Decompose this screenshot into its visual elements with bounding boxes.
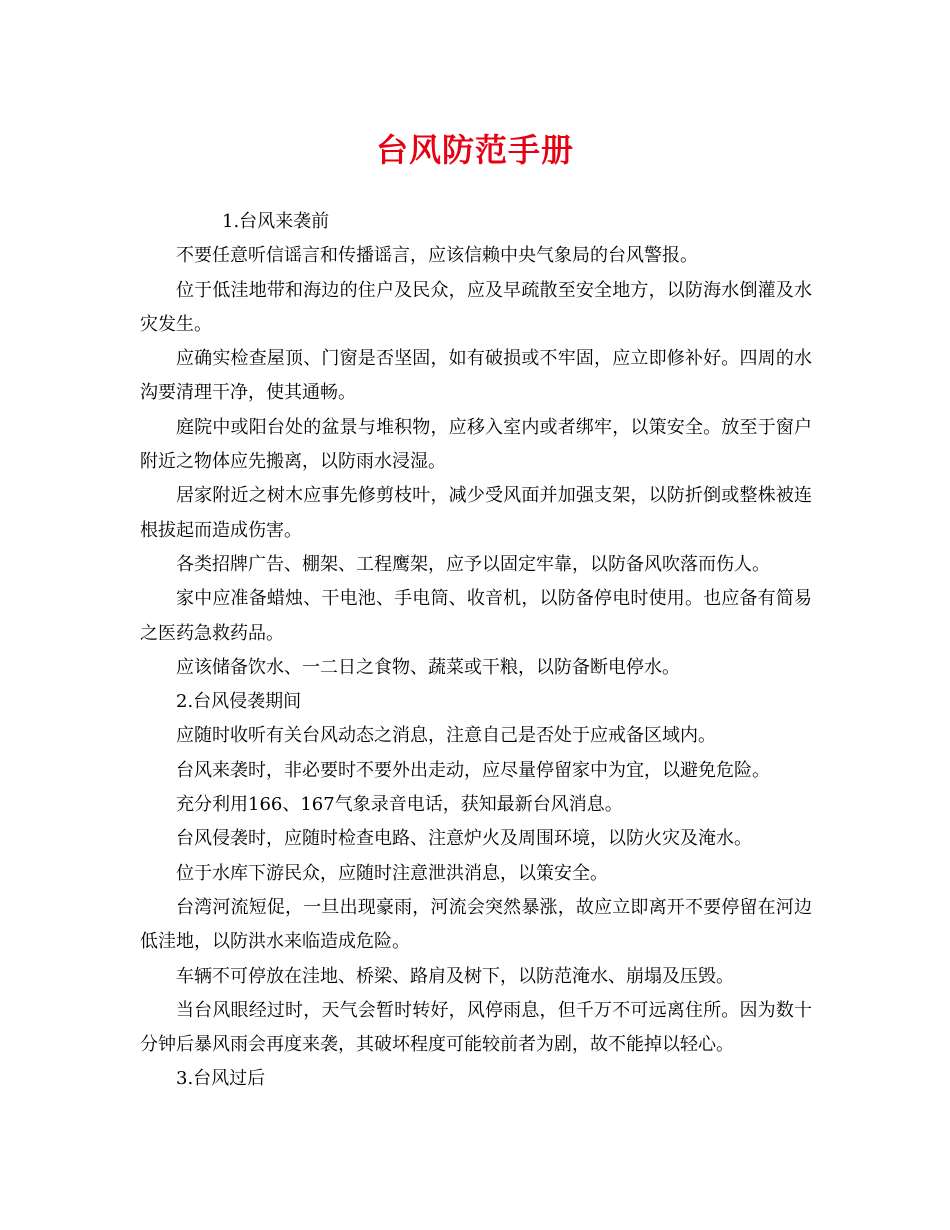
section-heading-after: 3.台风过后 bbox=[176, 1068, 266, 1090]
paragraph: 台风来袭时，非必要时不要外出走动，应尽量停留家中为宜，以避免危险。 bbox=[176, 759, 770, 781]
paragraph: 台湾河流短促，一旦出现豪雨，河流会突然暴涨，故应立即离开不要停留在河边低洼地，以防洪水来临造成危险。 bbox=[140, 896, 812, 953]
paragraph: 位于水库下游民众，应随时注意泄洪消息，以策安全。 bbox=[176, 862, 608, 884]
section-heading-before: 1.台风来袭前 bbox=[222, 211, 330, 232]
paragraph: 家中应准备蜡烛、干电池、手电筒、收音机，以防备停电时使用。也应备有简易之医药急救药品。 bbox=[140, 588, 812, 644]
paragraph: 应确实检查屋顶、门窗是否坚固，如有破损或不牢固，应立即修补好。四周的水沟要清理干净，使其通畅。 bbox=[140, 348, 812, 404]
paragraph: 居家附近之树木应事先修剪枝叶，减少受风面并加强支架，以防折倒或整株被连根拔起而造成伤害。 bbox=[140, 485, 812, 541]
paragraph: 台风侵袭时，应随时检查电路、注意炉火及周围环境，以防火灾及淹水。 bbox=[176, 828, 752, 850]
paragraph: 充分利用166、167气象录音电话，获知最新台风消息。 bbox=[176, 794, 623, 816]
paragraph: 应随时收听有关台风动态之消息，注意自己是否处于应戒备区域内。 bbox=[176, 725, 716, 747]
document-title: 台风防范手册 bbox=[375, 131, 574, 169]
paragraph: 位于低洼地带和海边的住户及民众，应及早疏散至安全地方，以防海水倒灌及水灾发生。 bbox=[140, 279, 812, 335]
section-heading-during: 2.台风侵袭期间 bbox=[176, 691, 302, 713]
paragraph: 车辆不可停放在洼地、桥梁、路肩及树下，以防范淹水、崩塌及压毁。 bbox=[176, 965, 734, 987]
paragraph: 庭院中或阳台处的盆景与堆积物，应移入室内或者绑牢，以策安全。放至于窗户附近之物体应先搬离，以防雨水浸湿。 bbox=[140, 416, 812, 473]
document-body bbox=[140, 205, 812, 1097]
paragraph: 当台风眼经过时，天气会暂时转好，风停雨息，但千万不可远离住所。因为数十分钟后暴风雨会再度来袭，其破坏程度可能较前者为剧，故不能掉以轻心。 bbox=[140, 999, 812, 1056]
paragraph: 各类招牌广告、棚架、工程鹰架，应予以固定牢靠，以防备风吹落而伤人。 bbox=[176, 553, 770, 575]
paragraph: 不要任意听信谣言和传播谣言，应该信赖中央气象局的台风警报。 bbox=[176, 245, 698, 267]
paragraph: 应该储备饮水、一二日之食物、蔬菜或干粮，以防备断电停水。 bbox=[176, 656, 680, 678]
